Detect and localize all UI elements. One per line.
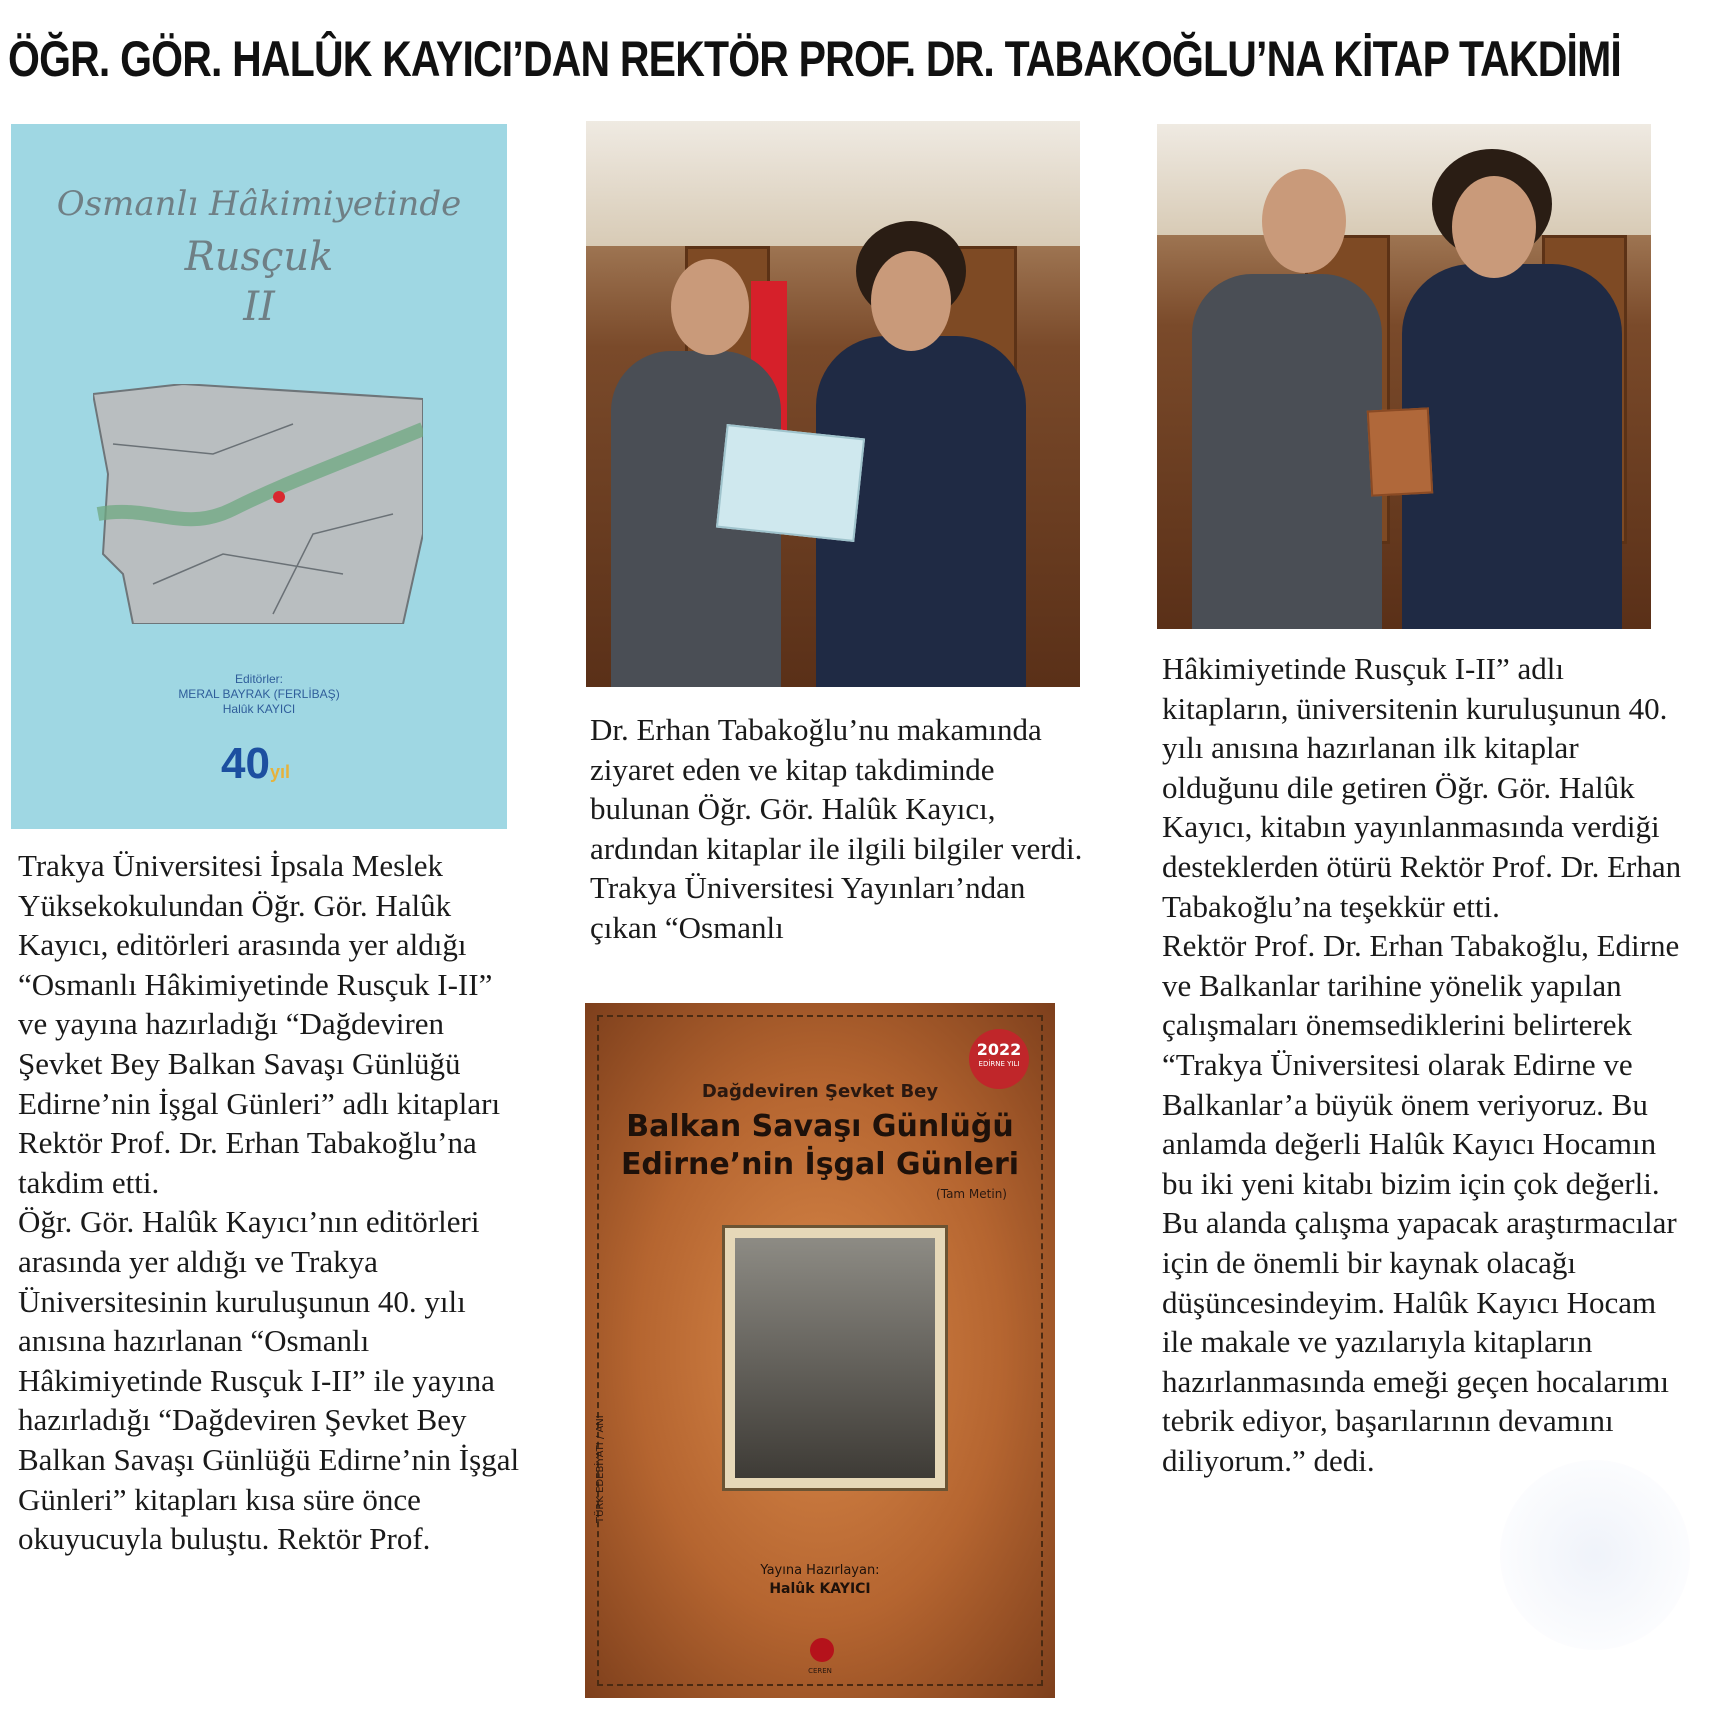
publisher-name: CEREN — [808, 1667, 832, 1675]
spine-text: TÜRK EDEBİYATI / ANI — [595, 1415, 606, 1523]
badge-year: 2022 — [976, 1040, 1022, 1059]
badge-text: EDİRNE YILI — [978, 1060, 1020, 1068]
editor-1: MERAL BAYRAK (FERLİBAŞ) — [178, 687, 340, 701]
paragraph: Rektör Prof. Dr. Erhan Tabakoğlu, Edirne ve Balkanlar tarihine yönelik yapılan çalışmaları önemsediklerini belirterek “Trakya Üniversitesi olarak Edirne ve Balkanlar’a büyük önem veriyoruz. Bu anlamda değerli Halûk Kayıcı Hocamın bu iki yeni kitabı bizim için çok değerli. Bu alanda çalışma yapacak araştırmacılar için de önemli bir kaynak olacağı düşüncesindeyim. Halûk Kayıcı Hocam ile makale ve yazılarıyla kitapların hazırlanmasında emeği geçen hocalarımı tebrik ediyor, başarılarının devamını diliyorum.” dedi. — [1162, 928, 1680, 1478]
cover-title-line1: Osmanlı Hâkimiyetinde — [56, 184, 462, 224]
article-column-2 — [590, 710, 1100, 948]
book-red — [1367, 407, 1433, 496]
cover-subtitle: (Tam Metin) — [936, 1187, 1007, 1201]
editor-2: Halûk KAYICI — [222, 702, 296, 716]
book-cover-ruscuk — [11, 124, 507, 829]
map-illustration — [93, 384, 423, 624]
photo-book-presentation-2 — [1157, 124, 1651, 629]
prepared-name: Halûk KAYICI — [769, 1581, 871, 1597]
publisher-logo — [810, 1638, 834, 1662]
cover-title-line2: Edirne’nin İşgal Günleri — [620, 1147, 1020, 1182]
headline: ÖĞR. GÖR. HALÛK KAYICI’DAN REKTÖR PROF. DR. TABAKOĞLU’NA KİTAP TAKDİMİ — [8, 31, 1621, 87]
watermark-logo — [1500, 1460, 1690, 1650]
paragraph: Öğr. Gör. Halûk Kayıcı’nın editörleri arasında yer aldığı ve Trakya Üniversitesinin kuruluşunun 40. yılı anısına hazırlanan “Osmanlı Hâkimiyetinde Rusçuk I-II” ile yayına hazırladığı “Dağdeviren Şevket Bey Balkan Savaşı Günlüğü Edirne’nin İşgal Günleri” kitapları kısa süre önce okuyucuyla buluştu. Rektör Prof. — [18, 1204, 520, 1557]
anniversary-logo — [221, 739, 290, 789]
book-cover-balkan-war-diary — [585, 1003, 1055, 1698]
article-column-1 — [18, 846, 528, 1559]
logo-number: 40 — [221, 739, 270, 788]
paragraph: Trakya Üniversitesi İpsala Meslek Yüksekokulundan Öğr. Gör. Halûk Kayıcı, editörleri arasında yer aldığı “Osmanlı Hâkimiyetinde Rusçuk I-II” ve yayına hazırladığı “Dağdeviren Şevket Bey Balkan Savaşı Günlüğü Edirne’nin İşgal Günleri” adlı kitapları Rektör Prof. Dr. Erhan Tabakoğlu’na takdim etti. — [18, 848, 501, 1200]
author-head — [871, 251, 951, 351]
cover-title-line1: Balkan Savaşı Günlüğü — [626, 1109, 1014, 1144]
rector-head — [671, 259, 749, 355]
paragraph: Trakya Üniversitesi Yayınları’ndan çıkan “Osmanlı — [590, 870, 1026, 945]
portrait-photo — [725, 1228, 945, 1488]
rector-figure — [1192, 274, 1382, 629]
cover-author: Dağdeviren Şevket Bey — [701, 1081, 939, 1102]
logo-suffix: yıl — [269, 762, 290, 782]
article-column-3 — [1162, 649, 1682, 1480]
paragraph: Dr. Erhan Tabakoğlu’nu makamında ziyaret eden ve kitap takdiminde bulunan Öğr. Gör. Halûk Kayıcı, ardından kitaplar ile ilgili bilgiler verdi. — [590, 712, 1083, 866]
open-book — [716, 424, 865, 542]
prepared-label: Yayına Hazırlayan: — [760, 1563, 880, 1578]
photo-ceiling — [586, 121, 1080, 246]
edirne-year-badge — [969, 1029, 1029, 1089]
cover-title-line2: Rusçuk — [184, 234, 334, 280]
editors-label: Editörler: — [234, 672, 284, 686]
cover-volume: II — [243, 284, 275, 330]
rector-head — [1262, 169, 1346, 273]
photo-book-presentation-1 — [586, 121, 1080, 687]
paragraph: Hâkimiyetinde Rusçuk I-II” adlı kitapların, üniversitenin kuruluşunun 40. yılı anısına hazırlanan ilk kitaplar olduğunu dile getiren Öğr. Gör. Halûk Kayıcı, kitabın yayınlanmasında verdiği desteklerden ötürü Rektör Prof. Dr. Erhan Tabakoğlu’na teşekkür etti. — [1162, 651, 1682, 924]
author-figure — [1402, 264, 1622, 629]
photo-ceiling — [1157, 124, 1651, 235]
author-head — [1452, 176, 1536, 278]
